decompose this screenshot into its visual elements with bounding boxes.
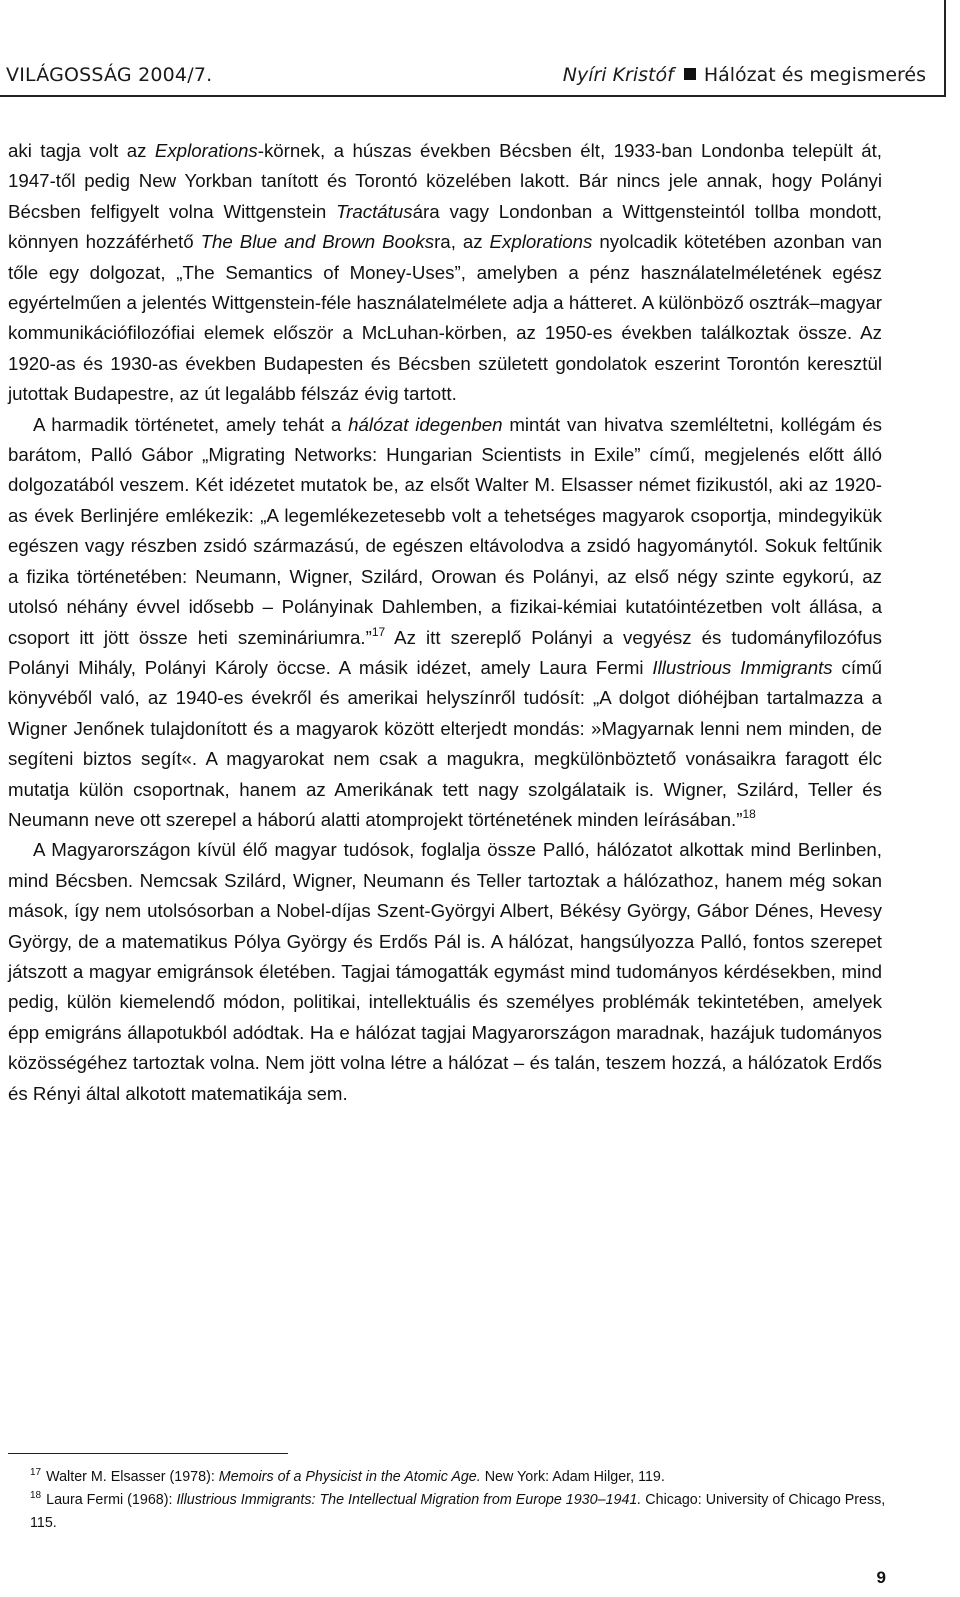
- page-number: 9: [876, 1568, 886, 1587]
- text-run: A harmadik történetet, amely tehát a: [33, 413, 349, 435]
- footnote-ref-18[interactable]: 18: [742, 806, 756, 821]
- text-run: Az itt szereplő Polányi a vegyész és tudományfilozófus Polányi Mihály, Polányi Károly öccse. A másik idézet, amely Laura Fermi: [8, 626, 882, 678]
- footnote-italic: Illustrious Immigrants: The Intellectual Migration from Europe 1930–1941.: [176, 1492, 642, 1508]
- footnote-text: Laura Fermi (1968):: [46, 1492, 177, 1508]
- text-run: aki tagja volt az: [8, 140, 155, 161]
- journal-issue: VILÁGOSSÁG 2004/7.: [6, 64, 213, 86]
- paragraph-1: [8, 136, 882, 410]
- text-run: ára vagy Londonban a Wittgensteintól tollba mondott, könnyen hozzáférhető: [8, 200, 882, 253]
- square-bullet-icon: [684, 68, 696, 80]
- text-run: című könyvéből való, az 1940-es évekről és amerikai helyszínről tudósít: „A dolgot dióhéjban tartalmazza a Wigner Jenőnek tulajdonított és a magyarok között elterjedt mondás: »Magyarnak lenni nem minden, de segíteni biztos segít«. A magyarokat nem csak a magukra, megkülönböztető vonásaikra faragott élc mutatja külön csoportnak, hanem az Amerikának tett nagy szolgálataik is. Wigner, Szilárd, Teller és Neumann neve ott szerepel a háború alatti atomprojekt történetének minden leírásában.”: [8, 656, 882, 830]
- footnotes: [30, 1466, 886, 1535]
- running-title: [563, 64, 926, 86]
- footnote-number: 18: [30, 1490, 42, 1501]
- page-header: [0, 0, 946, 97]
- text-run: A Magyarországon kívül élő magyar tudósok, foglalja össze Palló, hálózatot alkottak mind Berlinben, mind Bécsben. Nemcsak Szilárd, Wigner, Neumann és Teller tartoztak a hálózathoz, hanem még sokan mások, így nem utolsósorban a Nobel-díjas Szent-Györgyi Albert, Békésy György, Gábor Dénes, Hevesy György, de a matematikus Pólya György és Erdős Pál is. A hálózat, hangsúlyozza Palló, fontos szerepet játszott a magyar emigránsok életében. Tagjai támogatták egymást mind tudományos kérdésekben, mind pedig, külön kiemelendő módon, politikai, intellektuális és személyes problémák tekintetében, amelyek épp emigráns állapotukból adódtak. Ha e hálózat tagjai Magyarországon maradnak, hazájuk tudományos közösségéhez tartoztak volna. Nem jött volna létre a hálózat – és talán, teszem hozzá, a hálózatok Erdős és Rényi által alkotott matematikája sem.: [8, 839, 882, 1104]
- footnote-18: [30, 1489, 886, 1535]
- paragraph-2: [8, 410, 882, 836]
- text-run: -körnek, a húszas években Bécsben élt, 1933-ban Londonba települt át, 1947-től pedig New Yorkban tanított és Torontó közelében lakott. Bár nincs jele annak, hogy Polányi Bécsben felfigyelt volna Wittgenstein: [8, 140, 882, 222]
- footnote-number: 17: [30, 1467, 42, 1478]
- text-run: mintát van hivatva szemléltetni, kollégám és barátom, Palló Gábor „Migrating Networks: Hungarian Scientists in Exile” című, megjelenés előtt álló dolgozatából veszem. Két idézetet mutatok be, az elsőt Walter M. Elsasser német fizikustól, aki az 1920-as évek Berlinjére emlékezik: „A legemlékezetesebb volt a tehetséges magyarok csoportja, mindegyikük egészen vagy részben zsidó származású, de egészen eltávolodva a zsidó hagyománytól. Sokuk feltűnik a fizika történetében: Neumann, Wigner, Szilárd, Orowan és Polányi, az első négy szinte egykorú, az utolsó néhány évvel idősebb – Polányinak Dahlemben, a fizikai-kémiai kutatóintézetben volt állása, a csoport itt jött össze heti szemináriumra.”: [8, 413, 882, 648]
- footnote-italic: Memoirs of a Physicist in the Atomic Age.: [218, 1469, 481, 1485]
- italic-run: Illustrious Immigrants: [652, 656, 833, 678]
- italic-run: hálózat idegenben: [348, 413, 503, 435]
- text-run: ra, az: [434, 231, 490, 253]
- italic-run: Explorations: [154, 140, 258, 161]
- footnote-17: [30, 1466, 886, 1489]
- footnote-text: Chicago: University of Chicago Press, 115.: [30, 1492, 886, 1531]
- footnote-ref-17[interactable]: 17: [371, 624, 386, 639]
- article-body: [8, 136, 882, 1109]
- article-title: Hálózat és megismerés: [703, 64, 926, 86]
- text-run: nyolcadik kötetében azonban van tőle egy dolgozat, „The Semantics of Money-Uses”, amelyben a pénz használatelméletének egész egyértelműen a jelentés Wittgenstein-féle használatelmélete adja a hátteret. A különböző osztrák–magyar kommunikációfilozófiai elemek először a McLuhan-körben, az 1950-es években találkoztak össze. Az 1920-as és 1930-as években Budapesten és Bécsben született gondolatok eszerint Torontón keresztül jutottak Budapestre, az út legalább félszáz évig tartott.: [8, 231, 882, 405]
- footnote-divider: [8, 1453, 288, 1454]
- article-author: Nyíri Kristóf: [562, 64, 674, 86]
- italic-run: Explorations: [489, 231, 593, 253]
- paragraph-3: [8, 835, 882, 1109]
- italic-run: The Blue and Brown Books: [200, 231, 435, 253]
- italic-run: Tractátus: [336, 200, 413, 222]
- footnote-text: Walter M. Elsasser (1978):: [46, 1469, 219, 1485]
- footnote-text: New York: Adam Hilger, 119.: [480, 1469, 665, 1485]
